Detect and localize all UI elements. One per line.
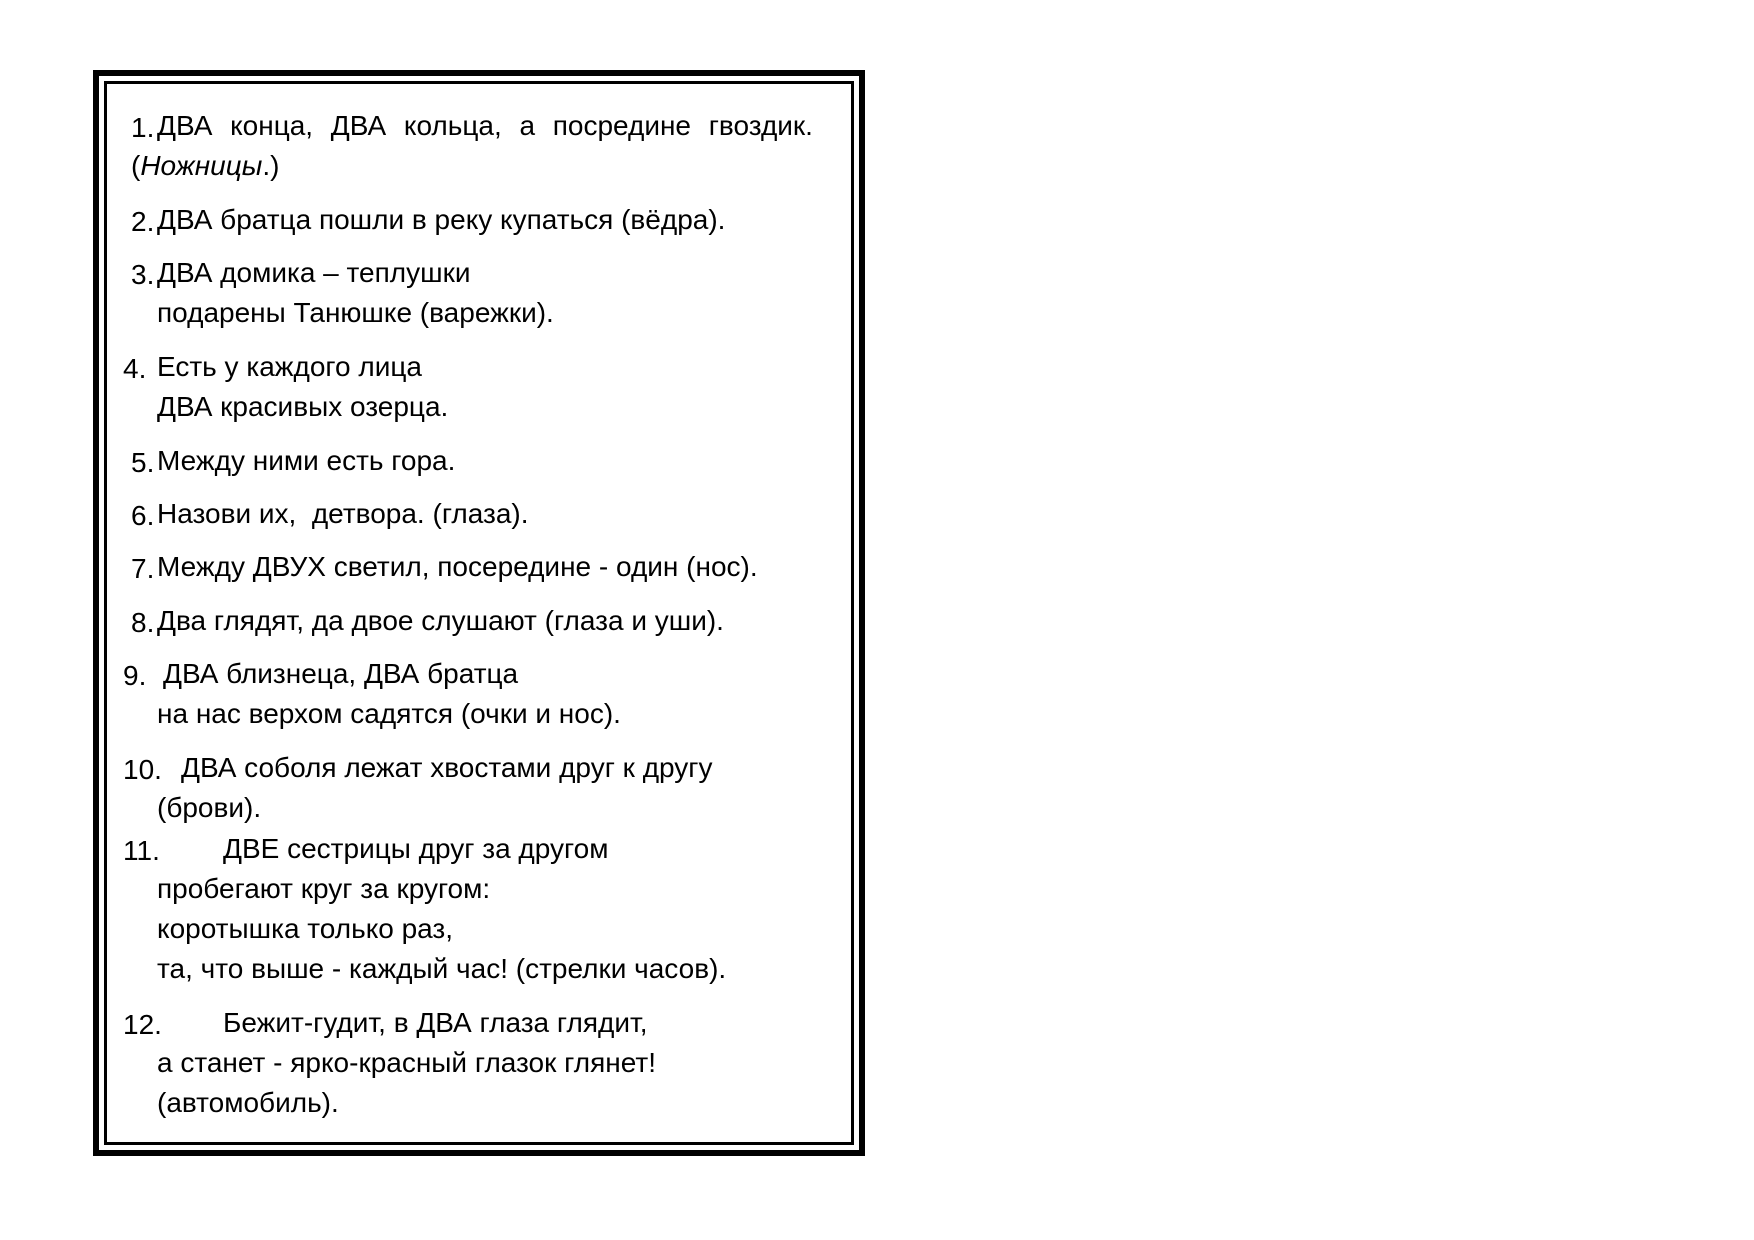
- riddle-2-line-1: ДВА братца пошли в реку купаться (вёдра).: [157, 204, 726, 235]
- riddle-3-number: 3.: [131, 259, 155, 290]
- riddle-8-line-1: Два глядят, да двое слушают (глаза и уши).: [157, 605, 724, 636]
- riddle-11-line-1: ДВЕ сестрицы друг за другом: [223, 833, 609, 864]
- riddle-12-line-3: (автомобиль).: [157, 1087, 339, 1118]
- riddle-7-line-1: Между ДВУХ светил, посередине - один (нос).: [157, 551, 758, 582]
- riddle-1-word: конца,: [230, 110, 314, 141]
- riddle-4-line-1: Есть у каждого лица: [157, 351, 422, 382]
- riddle-1-answer-italic: Ножницы: [140, 150, 263, 181]
- riddle-1-word: а: [519, 110, 536, 141]
- riddles-card-outer-border: [93, 70, 865, 1156]
- riddles-list: [107, 84, 851, 1142]
- riddle-9-line-1: ДВА близнеца, ДВА братца: [163, 658, 519, 689]
- riddle-1-word: посредине: [552, 110, 691, 141]
- riddle-1-line-2: [131, 152, 279, 180]
- riddle-3-line-1: ДВА домика – теплушки: [157, 257, 471, 288]
- riddle-5-line-1: Между ними есть гора.: [157, 445, 456, 476]
- riddle-6-number: 6.: [131, 500, 155, 531]
- riddle-2-number: 2.: [131, 206, 155, 237]
- riddle-1-word: кольца,: [403, 110, 502, 141]
- riddle-6-line-1: Назови их, детвора. (глаза).: [157, 498, 529, 529]
- riddle-4-line-2: ДВА красивых озерца.: [157, 391, 449, 422]
- riddle-11-line-4: та, что выше - каждый час! (стрелки часов).: [157, 953, 727, 984]
- riddle-9-number: 9.: [123, 660, 147, 691]
- riddle-11-line-2: пробегают круг за кругом:: [157, 873, 491, 904]
- riddle-11-line-3: коротышка только раз,: [157, 913, 454, 944]
- riddle-12-line-2: а станет - ярко-красный глазок глянет!: [157, 1047, 656, 1078]
- riddle-5-number: 5.: [131, 447, 155, 478]
- riddle-3-line-2: подарены Танюшке (варежки).: [157, 297, 554, 328]
- riddle-1-number: 1.: [131, 112, 155, 143]
- riddle-11-number: 11.: [123, 835, 160, 866]
- riddle-12-line-1: Бежит-гудит, в ДВА глаза глядит,: [223, 1007, 648, 1038]
- riddle-7-number: 7.: [131, 553, 155, 584]
- riddles-card-inner-border: [104, 81, 854, 1145]
- riddle-1-word: гвоздик.: [708, 110, 813, 141]
- riddle-10-number: 10.: [123, 754, 162, 785]
- riddle-10-line-2: (брови).: [157, 792, 262, 823]
- riddle-1-word: ДВА: [157, 110, 213, 141]
- riddle-9-line-2: на нас верхом садятся (очки и нос).: [157, 698, 621, 729]
- riddle-10-line-1: ДВА соболя лежат хвостами друг к другу: [181, 752, 713, 783]
- riddle-12-number: 12.: [123, 1009, 162, 1040]
- riddle-1-paren-close: .): [262, 150, 280, 181]
- riddle-1-word: ДВА: [330, 110, 387, 141]
- riddle-8-number: 8.: [131, 607, 155, 638]
- riddle-4-number: 4.: [123, 353, 147, 384]
- riddle-1-paren-open: (: [131, 150, 141, 181]
- riddle-1-line-1: [157, 112, 813, 140]
